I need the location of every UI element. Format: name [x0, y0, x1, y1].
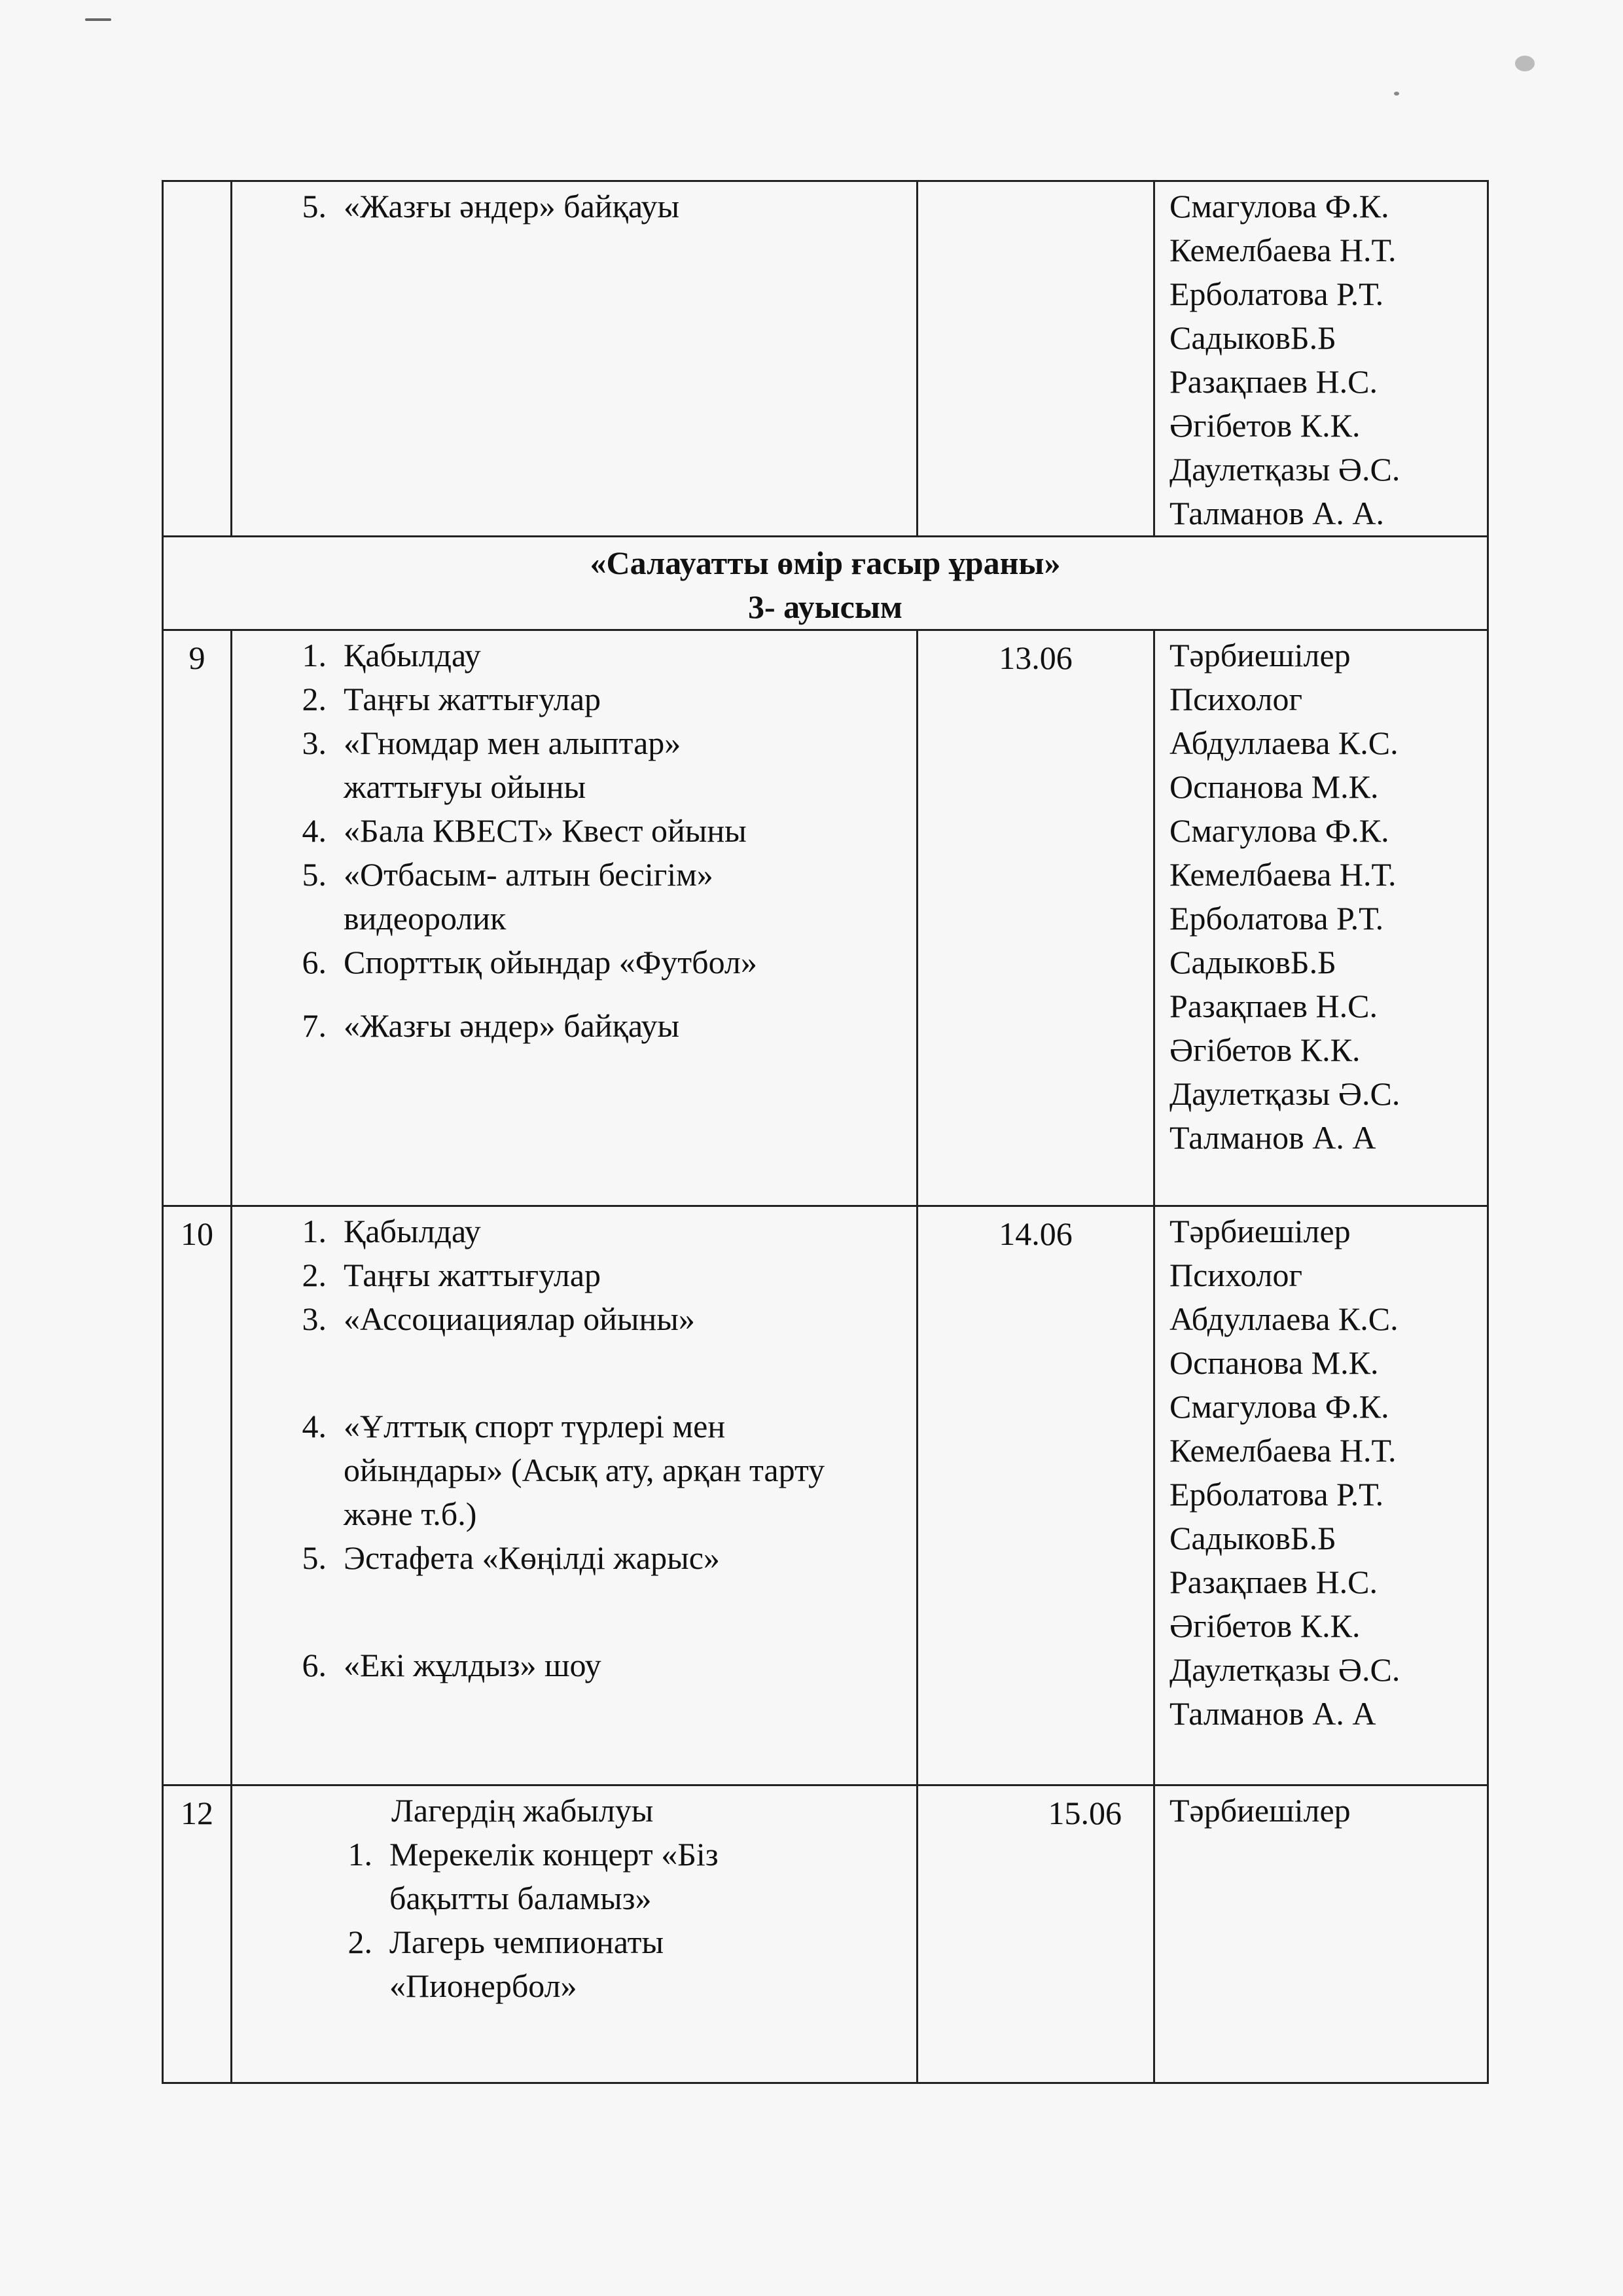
item-text: «Гномдар мен алыптар» жаттығуы ойыны	[344, 725, 681, 805]
responsible-name: СадыковБ.Б	[1169, 1520, 1336, 1556]
responsible-name: Оспанова М.К.	[1169, 1344, 1379, 1381]
item-text: Эстафета «Көңілді жарыс»	[344, 1539, 720, 1576]
date-cell	[918, 181, 1154, 537]
section-header-cell	[163, 537, 1488, 630]
item-number: 5.	[302, 188, 327, 224]
activities-cell	[232, 1206, 918, 1785]
responsible-name: Ерболатова Р.Т.	[1169, 1476, 1384, 1513]
item-text: «Жазғы әндер» байқауы	[344, 188, 680, 224]
item-number: 3.	[302, 1300, 327, 1337]
section-title: «Салауатты өмір ғасыр ұраны»	[590, 545, 1061, 581]
responsible-name: Кемелбаева Н.Т.	[1169, 232, 1397, 268]
list-item	[232, 1536, 910, 1580]
spacer	[232, 1385, 910, 1405]
responsible-name: Абдуллаева К.С.	[1169, 725, 1399, 761]
responsible-name: Талманов А. А.	[1169, 495, 1384, 531]
responsible-name: Тәрбиешілер	[1169, 1792, 1351, 1829]
item-number: 6.	[302, 1647, 327, 1683]
responsible-name: Разақпаев Н.С.	[1169, 363, 1378, 400]
responsible-name: Кемелбаева Н.Т.	[1169, 856, 1397, 893]
list-item	[232, 1920, 910, 2008]
responsible-name: Психолог	[1169, 681, 1302, 717]
scan-mark	[85, 18, 111, 21]
item-text: «Бала КВЕСТ» Квест ойыны	[344, 812, 747, 849]
responsible-name: Даулетқазы Ә.С.	[1169, 1075, 1400, 1112]
responsible-name: Психолог	[1169, 1257, 1302, 1293]
item-number: 2.	[348, 1924, 372, 1960]
responsible-name: Ерболатова Р.Т.	[1169, 900, 1384, 937]
table-row	[163, 1785, 1488, 2083]
spacer	[232, 1624, 910, 1643]
item-text: Таңғы жаттығулар	[344, 681, 601, 717]
responsible-name: Ерболатова Р.Т.	[1169, 276, 1384, 312]
responsible-name: Оспанова М.К.	[1169, 768, 1379, 805]
responsible-name: Талманов А. А	[1169, 1695, 1376, 1732]
date-cell: 15.06	[918, 1785, 1154, 2083]
responsible-name: Талманов А. А	[1169, 1119, 1376, 1156]
section-subtitle: 3- ауысым	[748, 588, 902, 625]
item-text: «Жазғы әндер» байқауы	[344, 1007, 680, 1044]
list-item	[232, 1210, 910, 1253]
list-item	[232, 721, 910, 809]
item-number: 4.	[302, 1408, 327, 1444]
item-number: 1.	[302, 1213, 327, 1249]
list-item	[232, 1643, 910, 1687]
item-text: Лагерь чемпионаты «Пионербол»	[389, 1924, 664, 2004]
list-item	[232, 1833, 910, 1920]
responsible-cell	[1154, 630, 1488, 1206]
activities-cell	[232, 1785, 918, 2083]
item-text: Қабылдау	[344, 637, 481, 673]
item-number: 2.	[302, 1257, 327, 1293]
table-row	[163, 1206, 1488, 1785]
list-item	[232, 185, 910, 228]
list-item	[232, 1297, 910, 1341]
responsible-name: СадыковБ.Б	[1169, 319, 1336, 356]
responsible-name: Кемелбаева Н.Т.	[1169, 1432, 1397, 1469]
responsible-name: Тәрбиешілер	[1169, 1213, 1351, 1249]
item-number: 2.	[302, 681, 327, 717]
item-number: 5.	[302, 1539, 327, 1576]
responsible-cell	[1154, 1785, 1488, 2083]
row-number-cell: 12	[163, 1785, 232, 2083]
item-number: 7.	[302, 1007, 327, 1044]
list-item	[232, 677, 910, 721]
table-row-continuation	[163, 181, 1488, 537]
row-number-cell: 10	[163, 1206, 232, 1785]
list-item	[232, 809, 910, 853]
responsible-cell	[1154, 1206, 1488, 1785]
item-text: Қабылдау	[344, 1213, 481, 1249]
activities-cell	[232, 630, 918, 1206]
item-text: «Ұлттық спорт түрлері мен ойындары» (Асық ату, арқан тарту және т.б.)	[344, 1408, 825, 1532]
responsible-name: Даулетқазы Ә.С.	[1169, 451, 1400, 488]
responsible-name: Смагулова Ф.К.	[1169, 188, 1389, 224]
schedule-table	[162, 180, 1489, 2084]
item-number: 1.	[302, 637, 327, 673]
item-number: 6.	[302, 944, 327, 980]
item-text: «Екі жұлдыз» шоу	[344, 1647, 601, 1683]
list-item	[232, 634, 910, 677]
item-text: Мерекелік концерт «Біз бақытты баламыз»	[389, 1836, 719, 1916]
list-item	[232, 1405, 910, 1536]
date-cell: 14.06	[918, 1206, 1154, 1785]
responsible-name: Разақпаев Н.С.	[1169, 988, 1378, 1024]
item-number: 5.	[302, 856, 327, 893]
scan-speck	[1394, 92, 1399, 96]
responsible-name: Абдуллаева К.С.	[1169, 1300, 1399, 1337]
responsible-name: Әгібетов К.К.	[1169, 1031, 1361, 1068]
responsible-name: Даулетқазы Ә.С.	[1169, 1651, 1400, 1688]
responsible-name: Смагулова Ф.К.	[1169, 812, 1389, 849]
list-item	[232, 1253, 910, 1297]
spacer	[232, 1341, 910, 1385]
item-text: «Ассоциациялар ойыны»	[344, 1300, 695, 1337]
row-number-cell	[163, 181, 232, 537]
item-number: 1.	[348, 1836, 372, 1873]
row-number-cell: 9	[163, 630, 232, 1206]
section-header-row	[163, 537, 1488, 630]
date-cell: 13.06	[918, 630, 1154, 1206]
item-text: Спорттық ойындар «Футбол»	[344, 944, 757, 980]
spacer	[232, 1580, 910, 1624]
item-number: 4.	[302, 812, 327, 849]
item-text: «Отбасым- алтын бесігім» видеоролик	[344, 856, 713, 937]
list-item	[232, 1004, 910, 1048]
activities-cell	[232, 181, 918, 537]
closing-heading: Лагердің жабылуы	[391, 1792, 654, 1829]
item-number: 3.	[302, 725, 327, 761]
list-item	[232, 853, 910, 941]
responsible-name: Әгібетов К.К.	[1169, 1607, 1361, 1644]
responsible-name: Смагулова Ф.К.	[1169, 1388, 1389, 1425]
responsible-name: Разақпаев Н.С.	[1169, 1564, 1378, 1600]
spacer	[232, 984, 910, 1004]
responsible-name: Әгібетов К.К.	[1169, 407, 1361, 444]
responsible-cell	[1154, 181, 1488, 537]
scan-speck	[1515, 56, 1535, 71]
table-row	[163, 630, 1488, 1206]
responsible-name: СадыковБ.Б	[1169, 944, 1336, 980]
list-item	[232, 941, 910, 984]
responsible-name: Тәрбиешілер	[1169, 637, 1351, 673]
item-text: Таңғы жаттығулар	[344, 1257, 601, 1293]
